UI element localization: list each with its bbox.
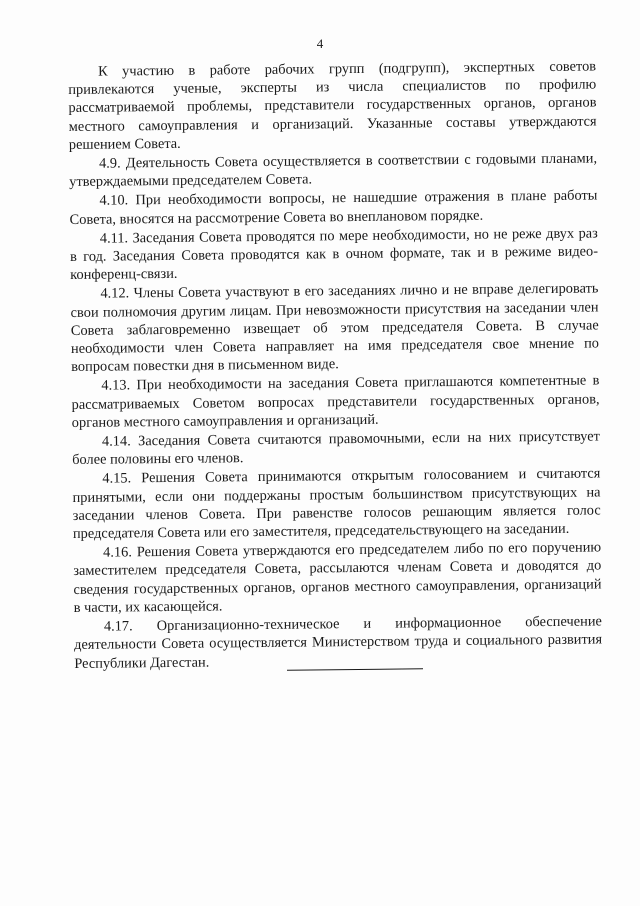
document-body <box>68 57 602 673</box>
paragraph-4-17: 4.17. Организационно-техническое и информационное обеспечение деятельности Совета осуществляется Министерством труда и социального развития Республики Дагестан. <box>74 613 603 672</box>
paragraph-4-11: 4.11. Заседания Совета проводятся по мере необходимости, но не реже двух раз в год. Заседания Совета проводятся как в очном формате, так и в режиме видео-конференц-связи. <box>69 225 599 284</box>
paragraph-4-10: 4.10. При необходимости вопросы, не нашедшие отражения в плане работы Совета, вносятся на рассмотрение Совета во внеплановом порядке. <box>69 187 598 228</box>
paragraph-4-9: 4.9. Деятельность Совета осуществляется в соответствии с годовыми планами, утверждаемыми председателем Совета. <box>69 150 598 191</box>
paragraph-4-15: 4.15. Решения Совета принимаются открытым голосованием и считаются принятыми, если они поддержаны простым большинством присутствующих на заседании членов Совета. При равенстве голосов решающим является голос председателя Совета или его заместителя, председательствующего на заседании. <box>72 465 601 543</box>
paragraph-4-16: 4.16. Решения Совета утверждаются его председателем либо по его поручению заместителем председателя Совета, рассылаются членам Совета и доводятся до сведения государственных органов, органов местного самоуправления, организаций в части, их касающейся. <box>73 539 602 616</box>
paragraph-4-13: 4.13. При необходимости на заседания Совета приглашаются компетентные в рассматриваемых Советом вопросах представители государственных органов, органов местного самоуправления и организаций. <box>71 372 600 431</box>
paragraph-4-12: 4.12. Члены Совета участвуют в его заседаниях лично и не вправе делегировать свои полномочия другим лицам. При невозможности присутствия на заседании член Совета заблаговременно извещает об этом председателя Совета. В случае необходимости член Совета направляет на имя председателя свое мнение по вопросам повестки дня в письменном виде. <box>70 280 600 376</box>
paragraph-4-14: 4.14. Заседания Совета считаются правомочными, если на них присутствует более половины его членов. <box>72 428 601 469</box>
paragraph-working-groups: К участию в работе рабочих групп (подгрупп), экспертных советов привлекаются ученые, эксперты из числа специалистов по профилю рассматриваемой проблемы, представители государственных органов, органов местного самоуправления и организаций. Указанные составы утверждаются решением Совета. <box>68 58 597 153</box>
page-number: 4 <box>316 36 324 51</box>
